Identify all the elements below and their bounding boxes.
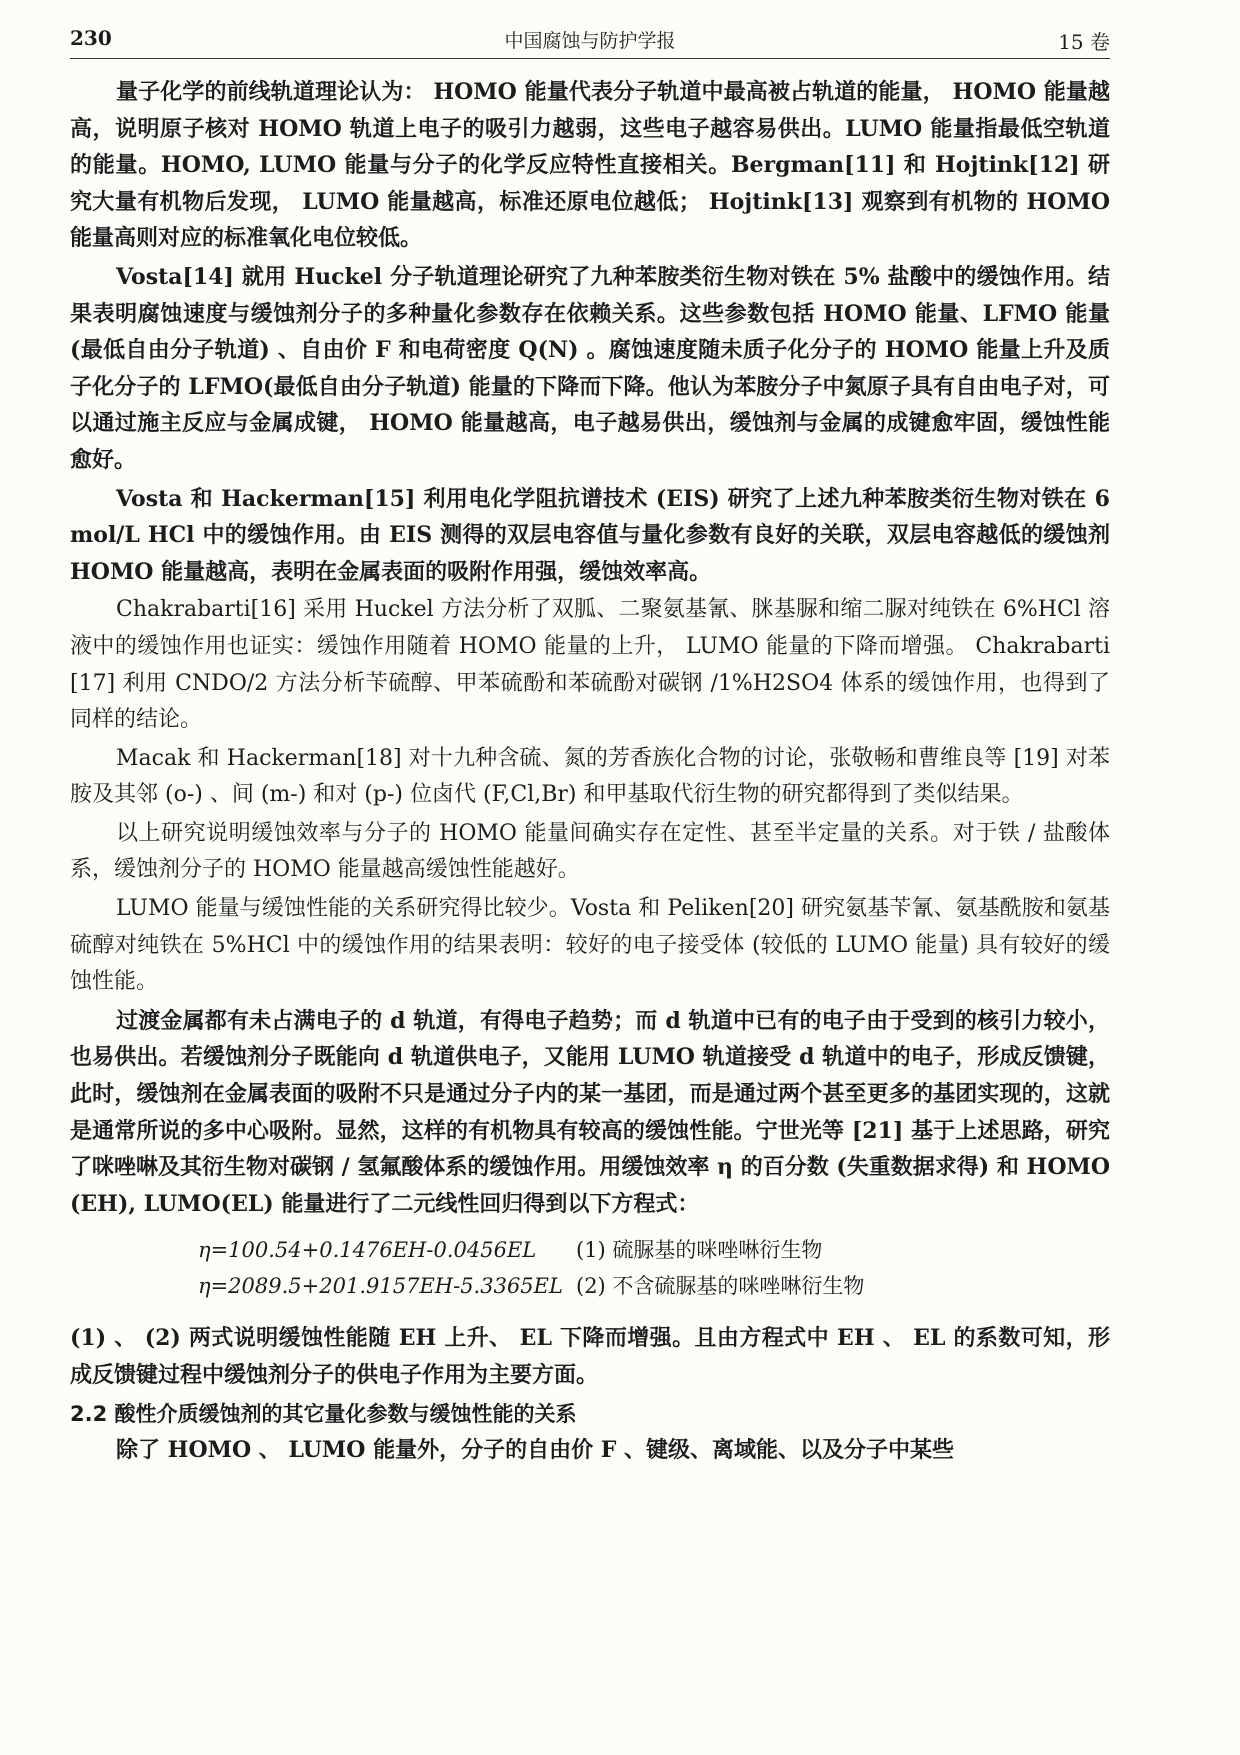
paragraph-vosta: Vosta[14] 就用 Huckel 分子轨道理论研究了九种苯胺类衍生物对铁在 5% 盐酸中的缓蚀作用。结果表明腐蚀速度与缓蚀剂分子的多种量化参数存在依赖关系。这些参数包括 HOMO 能量、LFMO 能量 (最低自由分子轨道) 、自由价 F 和电荷密度 Q(N) 。腐蚀速度随未质子化分子的 HOMO 能量上升及质子化分子的 LFMO(最低自由分子轨道) 能量的下降而下降。他认为苯胺分子中氮原子具有自由电子对，可以通过施主反应与金属成键， HOMO 能量越高，电子越易供出，缓蚀剂与金属的成键愈牢固，缓蚀性能愈好。 [70,263,1110,473]
equation-label: (1) 硫脲基的咪唑啉衍生物 [576,1238,823,1263]
paragraph-transition-metal: 过渡金属都有未占满电子的 d 轨道，有得电子趋势；而 d 轨道中已有的电子由于受到的核引力较小，也易供出。若缓蚀剂分子既能向 d 轨道供电子，又能用 LUMO 轨道接受 d 轨道中的电子，形成反馈键，此时，缓蚀剂在金属表面的吸附不只是通过分子内的某一基团，而是通过两个甚至更多的基团实现的，这就是通常所说的多中心吸附。显然，这样的有机物具有较高的缓蚀性能。宁世光等 [21] 基于上述思路，研究了咪唑啉及其衍生物对碳钢 / 氢氟酸体系的缓蚀作用。用缓蚀效率 η 的百分数 (失重数据求得) 和 HOMO(EH), LUMO(EL) 能量进行了二元线性回归得到以下方程式： [70,1007,1110,1217]
paragraph-lumo: LUMO 能量与缓蚀性能的关系研究得比较少。Vosta 和 Peliken[20] 研究氨基苄氰、氨基酰胺和氨基硫醇对纯铁在 5%HCl 中的缓蚀作用的结果表明：较好的电子接受体 (较低的 LUMO 能量) 具有较好的缓蚀性能。 [70,896,1110,995]
equation-block [198,1232,1110,1304]
equation-formula: η=2089.5+201.9157EH-5.3365EL [198,1274,563,1299]
volume-label: 15 卷 [1058,30,1110,54]
section-heading-2-2: 2.2 酸性介质缓蚀剂的其它量化参数与缓蚀性能的关系 [70,1401,577,1426]
paragraph-other-parameters: 除了 HOMO 、 LUMO 能量外，分子的自由价 F 、键级、离域能、以及分子中某些 [116,1436,955,1463]
journal-title: 中国腐蚀与防护学报 [504,30,676,52]
paragraph-chakrabarti: Chakrabarti[16] 采用 Huckel 方法分析了双胍、二聚氨基氰、脒基脲和缩二脲对纯铁在 6%HCl 溶液中的缓蚀作用也证实：缓蚀作用随着 HOMO 能量的上升， LUMO 能量的下降而增强。 Chakrabarti[17] 利用 CNDO/2 方法分析苄硫醇、甲苯硫酚和苯硫酚对碳钢 /1%H2SO4 体系的缓蚀作用，也得到了同样的结论。 [70,597,1110,733]
paragraph-summary: 以上研究说明缓蚀效率与分子的 HOMO 能量间确实存在定性、甚至半定量的关系。对于铁 / 盐酸体系，缓蚀剂分子的 HOMO 能量越高缓蚀性能越好。 [70,820,1110,883]
paragraph-vosta-hackerman: Vosta 和 Hackerman[15] 利用电化学阻抗谱技术 (EIS) 研究了上述九种苯胺类衍生物对铁在 6mol/L HCl 中的缓蚀作用。由 EIS 测得的双层电容值与量化参数有良好的关联，双层电容越低的缓蚀剂 HOMO 能量越高，表明在金属表面的吸附作用强，缓蚀效率高。 [70,485,1110,585]
page-number: 230 [70,26,112,50]
paragraph-macak: Macak 和 Hackerman[18] 对十九种含硫、氮的芳香族化合物的讨论，张敬畅和曹维良等 [19] 对苯胺及其邻 (o-) 、间 (m-) 和对 (p-) 位卤代 (F,Cl,Br) 和甲基取代衍生物的研究都得到了类似结果。 [70,745,1110,808]
equation-2 [198,1268,1110,1304]
paragraph-frontier-orbital: 量子化学的前线轨道理论认为： HOMO 能量代表分子轨道中最高被占轨道的能量， HOMO 能量越高，说明原子核对 HOMO 轨道上电子的吸引力越弱，这些电子越容易供出。LUMO 能量指最低空轨道的能量。HOMO, LUMO 能量与分子的化学反应特性直接相关。Bergman[11] 和 Hojtink[12] 研究大量有机物后发现， LUMO 能量越高，标准还原电位越低； Hojtink[13] 观察到有机物的 HOMO 能量高则对应的标准氧化电位较低。 [70,79,1110,252]
equation-1 [198,1232,1110,1268]
running-header [70,14,1110,59]
equation-formula: η=100.54+0.1476EH-0.0456EL [198,1238,537,1263]
article-body [70,74,1110,1470]
equation-label: (2) 不含硫脲基的咪唑啉衍生物 [576,1274,865,1299]
paragraph-equation-conclusion: (1) 、 (2) 两式说明缓蚀性能随 EH 上升、 EL 下降而增强。且由方程式中 EH 、 EL 的系数可知，形成反馈键过程中缓蚀剂分子的供电子作用为主要方面。 [70,1325,1110,1388]
